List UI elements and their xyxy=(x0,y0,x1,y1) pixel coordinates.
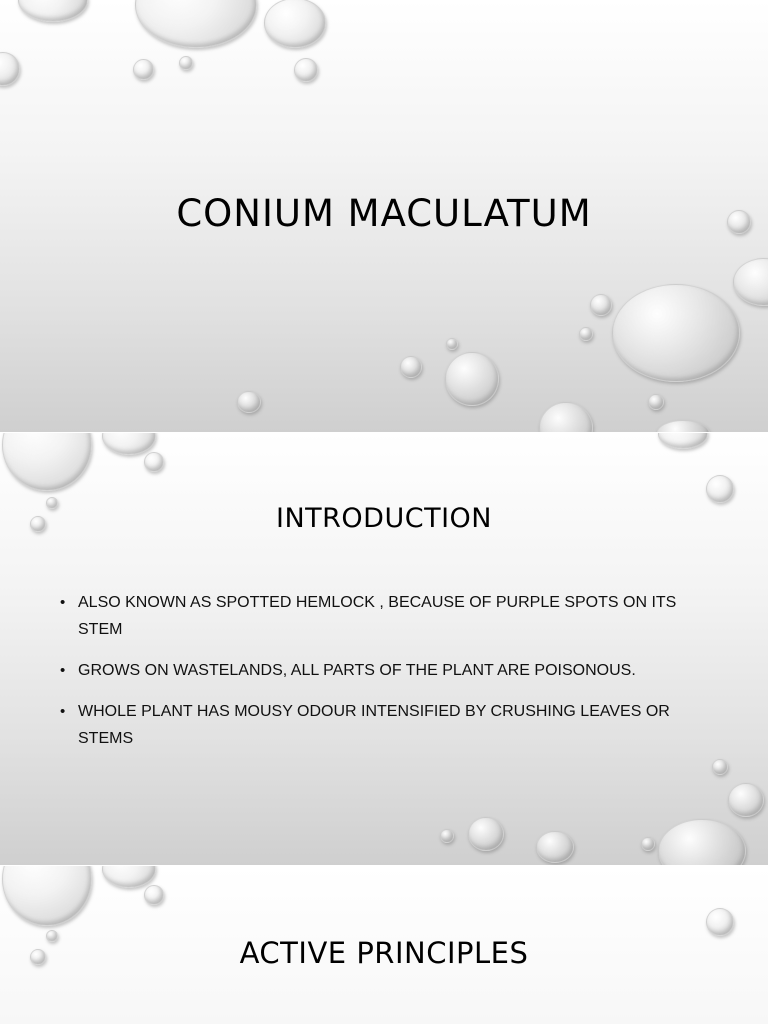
water-drop xyxy=(264,0,326,48)
water-drop xyxy=(0,52,20,86)
water-drop xyxy=(706,475,734,503)
water-drop xyxy=(102,433,156,455)
slide-heading: INTRODUCTION xyxy=(276,503,492,534)
water-drop xyxy=(294,58,318,82)
water-drop xyxy=(728,783,764,817)
water-drop xyxy=(179,56,193,70)
water-drop xyxy=(536,831,574,863)
water-drop xyxy=(135,0,257,48)
water-drop xyxy=(446,338,458,350)
bullet-item: • ALSO KNOWN AS SPOTTED HEMLOCK , BECAUSE OF PURPLE SPOTS ON ITS STEM xyxy=(60,589,710,643)
water-drop xyxy=(658,433,708,449)
slide-introduction xyxy=(0,433,768,865)
water-drop xyxy=(539,402,593,432)
bullet-item: • WHOLE PLANT HAS MOUSY ODOUR INTENSIFIED BY CRUSHING LEAVES OR STEMS xyxy=(60,698,710,752)
water-drop xyxy=(18,0,88,22)
water-drop xyxy=(2,866,92,926)
water-drop xyxy=(237,391,261,413)
water-drop xyxy=(445,352,499,406)
water-drop xyxy=(579,327,593,341)
water-drop xyxy=(590,294,612,316)
slide-title xyxy=(0,0,768,432)
water-drop xyxy=(641,837,655,851)
water-drop xyxy=(656,420,710,432)
water-drop xyxy=(733,258,768,306)
slide-active-principles xyxy=(0,866,768,1024)
water-drop xyxy=(648,394,664,410)
bullet-list xyxy=(60,589,710,766)
water-drop xyxy=(612,284,740,382)
water-drop xyxy=(102,866,156,888)
water-drop xyxy=(2,433,92,491)
water-drop xyxy=(712,759,728,775)
bullet-item: • GROWS ON WASTELANDS, ALL PARTS OF THE PLANT ARE POISONOUS. xyxy=(60,657,710,684)
water-drop xyxy=(133,59,154,80)
water-drop xyxy=(400,356,422,378)
water-drop xyxy=(144,452,164,472)
slide-title-text: CONIUM MACULATUM xyxy=(176,192,592,235)
water-drop xyxy=(706,908,734,936)
water-drop xyxy=(144,885,164,905)
water-drop xyxy=(440,829,454,843)
water-drop xyxy=(658,819,746,865)
slide-heading: ACTIVE PRINCIPLES xyxy=(239,936,529,970)
water-drop xyxy=(468,817,504,851)
